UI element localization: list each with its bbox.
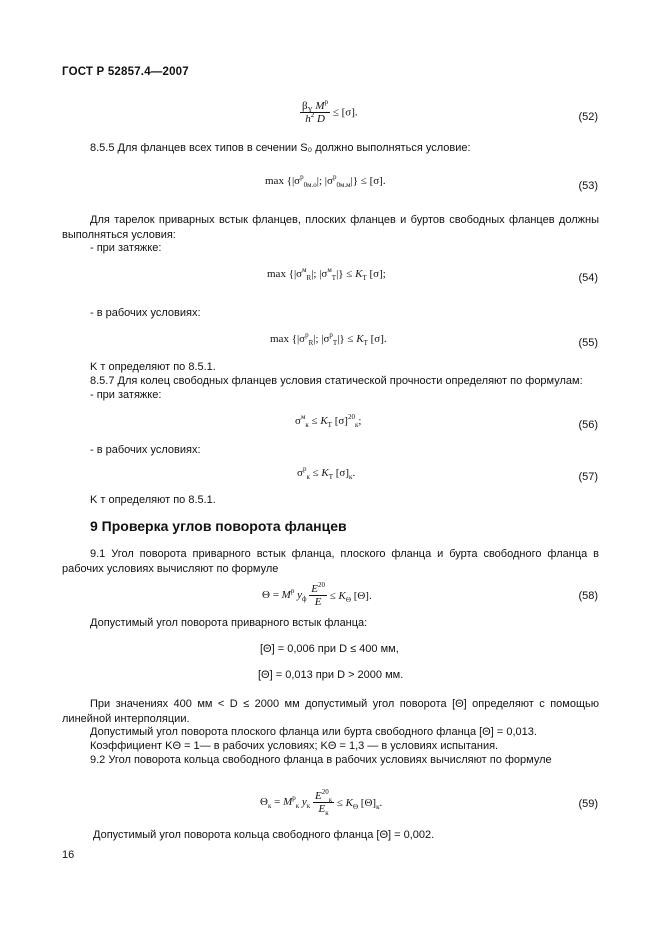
paragraph-8-5-7: 8.5.7 Для колец свободных фланцев условия статической прочности определяют по формулам: — [90, 375, 583, 387]
formula-58: $\Theta = M^p$ $y_ф$ $\frac{E^{20}}{E}$ ≤ $K_\Theta$ [Θ]. — [262, 581, 372, 608]
equation-number: (59) — [578, 798, 598, 810]
equation-number: (54) — [578, 272, 598, 284]
list-item-v-rabochih: - в рабочих условиях: — [90, 307, 201, 319]
paragraph-koef: Коэффициент KΘ = 1— в рабочих условиях; KΘ = 1,3 — в условиях испытания. — [90, 740, 499, 752]
equation-number: (58) — [578, 590, 598, 602]
list-item-pri-zatyazhke: - при затяжке: — [90, 242, 162, 254]
equation-number: (53) — [578, 180, 598, 192]
formula-56: $\sigma^м_к \le K_T$ $[\sigma]^{20}_к$; — [295, 413, 362, 429]
section-heading: 9 Проверка углов поворота фланцев — [90, 518, 347, 534]
paragraph-tarelki: Для тарелок приварных встык фланцев, плоских фланцев и буртов свободных фланцев должны выполняться условия: — [62, 214, 599, 241]
formula-55: $\max \{|\sigma^p_R|$; $|\sigma^p_T|\} \le K_T$ [σ]. — [270, 331, 387, 347]
formula-53: $\max \{|\sigma^p_{0м.о}|$; $|\sigma^p_{0м.м}|\} \le [\sigma]$. — [265, 173, 386, 189]
paragraph-9-2: 9.2 Угол поворота кольца свободного фланца в рабочих условиях вычисляют по формуле — [90, 754, 552, 766]
formula-52: $\frac{\beta_Y M^p}{h^2 D}$ ≤ [σ]. — [302, 98, 358, 125]
condition-small-d: [Θ] = 0,006 при D ≤ 400 мм, — [260, 643, 399, 655]
paragraph-kt: K т определяют по 8.5.1. — [90, 361, 216, 373]
equation-number: (56) — [578, 419, 598, 431]
paragraph-9-1: 9.1 Угол поворота приварного встык фланца, плоского фланца и бурта свободного фланца в рабочих условиях вычисляют по формуле — [62, 548, 599, 575]
paragraph-ploskiy: Допустимый угол поворота плоского фланца или бурта свободного фланца [Θ] = 0,013. — [90, 726, 537, 738]
formula-57: $\sigma^p_к \le K_T$ $[\sigma]_к$. — [297, 465, 356, 481]
page-number: 16 — [62, 849, 75, 861]
equation-number: (52) — [578, 111, 598, 123]
document-header: ГОСТ Р 52857.4—2007 — [62, 66, 189, 78]
formula-59: $\Theta_к = M^p_к$ $y_к$ $\frac{E^{20}_к}{E_к}$ ≤ $K_\Theta$ $[\Theta]_к$. — [260, 788, 383, 817]
paragraph-kt: K т определяют по 8.5.1. — [90, 494, 216, 506]
paragraph-interpolation: При значениях 400 мм < D ≤ 2000 мм допустимый угол поворота [Θ] определяют с помощью линейной интерполяции. — [62, 698, 599, 725]
list-item-pri-zatyazhke: - при затяжке: — [90, 389, 162, 401]
paragraph-kolco: Допустимый угол поворота кольца свободного фланца [Θ] = 0,002. — [93, 829, 435, 841]
equation-number: (55) — [578, 337, 598, 349]
list-item-v-rabochih: - в рабочих условиях: — [90, 444, 201, 456]
equation-number: (57) — [578, 471, 598, 483]
formula-54: $\max \{|\sigma^м_R|$; $|\sigma^м_T|\} \le K_T$ [σ]; — [267, 266, 386, 282]
paragraph-8-5-5: 8.5.5 Для фланцев всех типов в сечении S₀ должно выполняться условие: — [90, 142, 471, 154]
condition-large-d: [Θ] = 0,013 при D > 2000 мм. — [258, 669, 404, 681]
paragraph-dop: Допустимый угол поворота приварного встык фланца: — [90, 617, 368, 629]
